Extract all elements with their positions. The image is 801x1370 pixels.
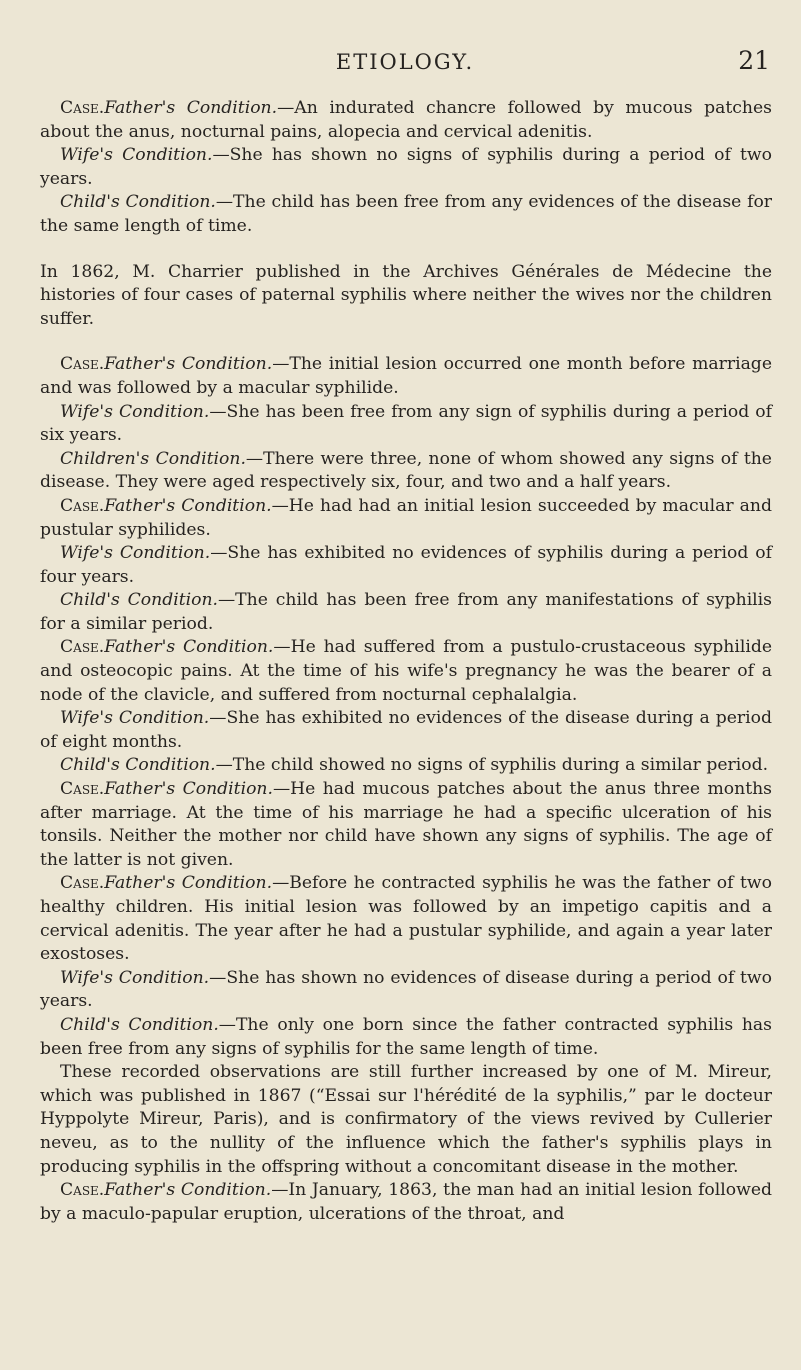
case-label: Case. — [60, 98, 105, 118]
paragraph-text: —The child has been free from any manifestations of syphilis for a similar period. — [40, 590, 772, 634]
page-number: 21 — [738, 46, 770, 75]
commentary-paragraph: These recorded observations are still further increased by one of M. Mireur, which was published in 1867 (“Essai sur l'hérédité de la syphilis,” par le docteur Hyppolyte Mireur, Paris), and is confirmatory of the views revived by Cullerier neveu, as to the nullity of the influence which the father's syphilis plays in producing syphilis in the offspring without a concomitant disease in the mother. — [40, 1062, 772, 1177]
paragraph-text: —In January, 1863, the man had an initial lesion followed by a maculo-papular eruption, ulcerations of the throat, and — [40, 1180, 773, 1224]
paragraph-text: —The initial lesion occurred one month before marriage and was followed by a macular syphilide. — [40, 354, 772, 398]
child-paragraph — [40, 191, 772, 238]
paragraph-text: —The child has been free from any evidences of the disease for the same length of time. — [40, 192, 773, 236]
case-label: Case. — [60, 637, 105, 658]
condition-label: Child's Condition. — [60, 590, 218, 611]
condition-label: Wife's Condition. — [60, 967, 210, 988]
wife-paragraph — [40, 967, 772, 1014]
case-label: Case. — [60, 779, 105, 800]
condition-label: Father's Condition. — [104, 98, 278, 118]
child-paragraph — [40, 1014, 772, 1061]
child-paragraph — [40, 754, 772, 778]
paragraph-text: —She has exhibited no evidences of the disease during a period of eight months. — [40, 708, 772, 752]
wife-paragraph — [40, 707, 772, 754]
paragraph-text: —He had suffered from a pustulo-crustaceous syphilide and osteocopic pains. At the time of his wife's pregnancy he was the bearer of a node of the clavicle, and suffered from nocturnal cephalalgia. — [40, 637, 772, 705]
father-paragraph — [40, 353, 772, 400]
condition-label: Father's Condition. — [104, 495, 272, 516]
paragraph-text: —The child showed no signs of syphilis during a similar period. — [215, 755, 769, 776]
condition-label: Child's Condition. — [60, 1014, 219, 1035]
paragraph-text: —An indurated chancre followed by mucous patches about the anus, nocturnal pains, alopecia and cervical adenitis. — [40, 98, 772, 142]
running-title: ETIOLOGY. — [335, 50, 475, 74]
paragraph-text: —He had had an initial lesion succeeded by macular and pustular syphilides. — [40, 495, 773, 540]
father-paragraph — [40, 872, 772, 966]
father-paragraph — [40, 495, 772, 542]
father-paragraph — [40, 778, 772, 872]
wife-paragraph — [40, 542, 772, 589]
father-paragraph — [40, 636, 772, 707]
paragraph-text: —He had mucous patches about the anus three months after marriage. At the time of his marriage he had a specific ulceration of his tonsils. Neither the mother nor child have shown any signs of syphilis. The age of the latter is not given. — [40, 779, 772, 870]
page-header — [40, 46, 770, 86]
paragraph-text: —Before he contracted syphilis he was the father of two healthy children. His initial lesion was followed by an impetigo capitis and a cervical adenitis. The year after he had a pustular syphilide, and again a year later exostoses. — [40, 873, 772, 965]
case-label: Case. — [60, 873, 105, 894]
condition-label: Wife's Condition. — [60, 543, 211, 564]
case-label: Case. — [60, 1180, 105, 1201]
condition-label: Children's Condition. — [60, 448, 246, 469]
wife-paragraph — [40, 401, 772, 448]
paragraph-text: —There were three, none of whom showed any signs of the disease. They were aged respectively six, four, and two and a half years. — [40, 448, 772, 493]
father-paragraph — [40, 1179, 772, 1226]
condition-label: Father's Condition. — [104, 354, 273, 375]
condition-label: Wife's Condition. — [60, 401, 210, 422]
wife-paragraph — [40, 144, 772, 191]
paragraph-text: —She has shown no evidences of disease during a period of two years. — [40, 967, 772, 1012]
page-body — [40, 97, 772, 1226]
condition-label: Child's Condition. — [60, 755, 216, 776]
paragraph-text: —She has exhibited no evidences of syphilis during a period of four years. — [40, 543, 772, 587]
condition-label: Wife's Condition. — [60, 145, 213, 166]
children-paragraph — [40, 448, 772, 495]
condition-label: Father's Condition. — [104, 637, 274, 658]
condition-label: Wife's Condition. — [60, 708, 210, 729]
case-label: Case. — [60, 354, 105, 375]
paragraph-text: —The only one born since the father contracted syphilis has been free from any signs of syphilis for the same length of time. — [40, 1014, 772, 1059]
father-paragraph — [40, 97, 772, 144]
condition-label: Father's Condition. — [104, 873, 273, 894]
case-label: Case. — [60, 495, 105, 516]
condition-label: Father's Condition. — [104, 779, 273, 800]
condition-label: Father's Condition. — [104, 1180, 272, 1201]
paragraph-text: —She has shown no signs of syphilis during a period of two years. — [40, 145, 772, 189]
paragraph-text: —She has been free from any sign of syphilis during a period of six years. — [40, 401, 772, 446]
condition-label: Child's Condition. — [60, 192, 216, 213]
intro-paragraph: In 1862, M. Charrier published in the Archives Générales de Médecine the histories of four cases of paternal syphilis where neither the wives nor the children suffer. — [40, 261, 772, 329]
child-paragraph — [40, 589, 772, 636]
